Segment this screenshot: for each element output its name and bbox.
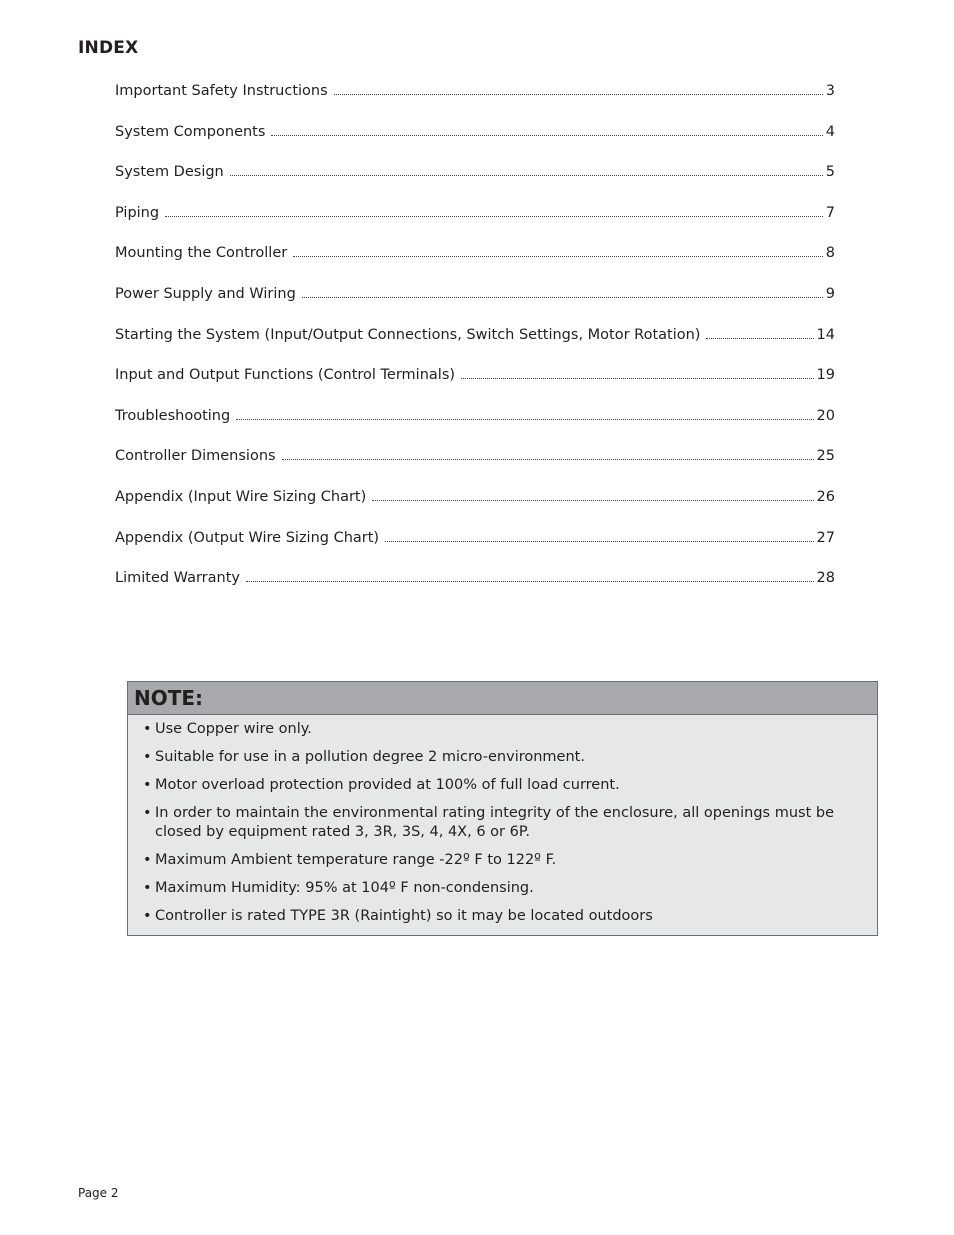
toc-entry-troubleshooting[interactable]: [115, 405, 835, 446]
note-item: [143, 720, 867, 739]
toc-dot-leader: [302, 283, 823, 298]
bullet-icon: •: [143, 805, 152, 821]
note-item: [143, 851, 867, 870]
toc-entry-title: Input and Output Functions (Control Terminals): [115, 367, 456, 384]
toc-entry-page: 28: [816, 570, 835, 587]
toc-entry-title: Starting the System (Input/Output Connections, Switch Settings, Motor Rotation): [115, 326, 701, 343]
toc-dot-leader: [385, 527, 813, 542]
toc-entry-page: 9: [825, 285, 835, 302]
toc-entry-page: 20: [816, 407, 835, 424]
bullet-icon: •: [143, 721, 152, 737]
toc-dot-leader: [706, 324, 813, 339]
toc-entry-components[interactable]: [115, 121, 835, 162]
toc-entry-title: Appendix (Output Wire Sizing Chart): [115, 529, 380, 546]
toc-dot-leader: [246, 567, 814, 582]
toc-entry-io-functions[interactable]: [115, 364, 835, 405]
toc-dot-leader: [372, 486, 813, 501]
toc-dot-leader: [334, 80, 823, 95]
toc-dot-leader: [461, 364, 814, 379]
toc-entry-page: 3: [825, 83, 835, 99]
bullet-icon: •: [143, 852, 152, 868]
toc-dot-leader: [165, 202, 823, 217]
toc-entry-title: Appendix (Input Wire Sizing Chart): [115, 488, 367, 505]
note-list: [128, 715, 877, 926]
toc-entry-page: 27: [816, 529, 835, 546]
toc-dot-leader: [293, 242, 823, 257]
toc-entry-mounting[interactable]: [115, 242, 835, 283]
note-item: [143, 907, 867, 926]
toc-entry-page: 26: [816, 488, 835, 505]
note-item-text: In order to maintain the environmental rating integrity of the enclosure, all openings must be closed by equipment rated 3, 3R, 3S, 4, 4X, 6 or 6P.: [155, 805, 834, 840]
toc-entry-warranty[interactable]: [115, 567, 835, 608]
toc-entry-design[interactable]: [115, 161, 835, 202]
bullet-icon: •: [143, 880, 152, 896]
toc-entry-piping[interactable]: [115, 202, 835, 243]
toc-entry-page: 14: [816, 326, 835, 343]
toc-entry-input-wire-chart[interactable]: [115, 486, 835, 527]
index-heading: INDEX: [78, 38, 139, 58]
note-item-text: Maximum Ambient temperature range -22º F to 122º F.: [155, 852, 557, 868]
page-number: Page 2: [78, 1186, 119, 1200]
bullet-icon: •: [143, 749, 152, 765]
toc-entry-output-wire-chart[interactable]: [115, 527, 835, 568]
note-item: [143, 776, 867, 795]
toc-entry-title: Piping: [115, 204, 160, 221]
toc-entry-title: Power Supply and Wiring: [115, 285, 296, 302]
toc-entry-power[interactable]: [115, 283, 835, 324]
toc-dot-leader: [282, 445, 814, 460]
bullet-icon: •: [143, 908, 152, 924]
toc-entry-title: System Design: [115, 164, 224, 181]
toc-entry-title: Important Safety Instructions: [115, 83, 328, 99]
toc-entry-safety[interactable]: [115, 80, 835, 121]
note-item-text: Use Copper wire only.: [155, 721, 312, 737]
note-box: [127, 681, 878, 936]
toc-entry-page: 7: [825, 204, 835, 221]
toc-dot-leader: [271, 121, 822, 136]
toc-entry-page: 25: [816, 448, 835, 465]
table-of-contents: [115, 80, 835, 608]
note-item: [143, 748, 867, 767]
note-item-text: Controller is rated TYPE 3R (Raintight) so it may be located outdoors: [155, 908, 653, 924]
note-item-text: Motor overload protection provided at 100% of full load current.: [155, 777, 620, 793]
toc-entry-title: Troubleshooting: [115, 407, 231, 424]
note-title: NOTE:: [134, 686, 204, 710]
toc-dot-leader: [236, 405, 813, 420]
toc-entry-dimensions[interactable]: [115, 445, 835, 486]
toc-entry-starting[interactable]: [115, 324, 835, 365]
toc-entry-title: Controller Dimensions: [115, 448, 276, 465]
toc-entry-page: 19: [816, 367, 835, 384]
toc-entry-title: Limited Warranty: [115, 570, 240, 587]
toc-entry-page: 5: [825, 164, 835, 181]
note-item: [143, 804, 867, 842]
toc-entry-title: System Components: [115, 123, 266, 140]
toc-entry-page: 4: [825, 123, 835, 140]
bullet-icon: •: [143, 777, 152, 793]
toc-entry-page: 8: [825, 245, 835, 262]
note-item: [143, 879, 867, 898]
toc-dot-leader: [230, 161, 823, 176]
toc-entry-title: Mounting the Controller: [115, 245, 288, 262]
note-item-text: Maximum Humidity: 95% at 104º F non-condensing.: [155, 880, 534, 896]
note-item-text: Suitable for use in a pollution degree 2 micro-environment.: [155, 749, 585, 765]
note-header: [128, 682, 877, 715]
